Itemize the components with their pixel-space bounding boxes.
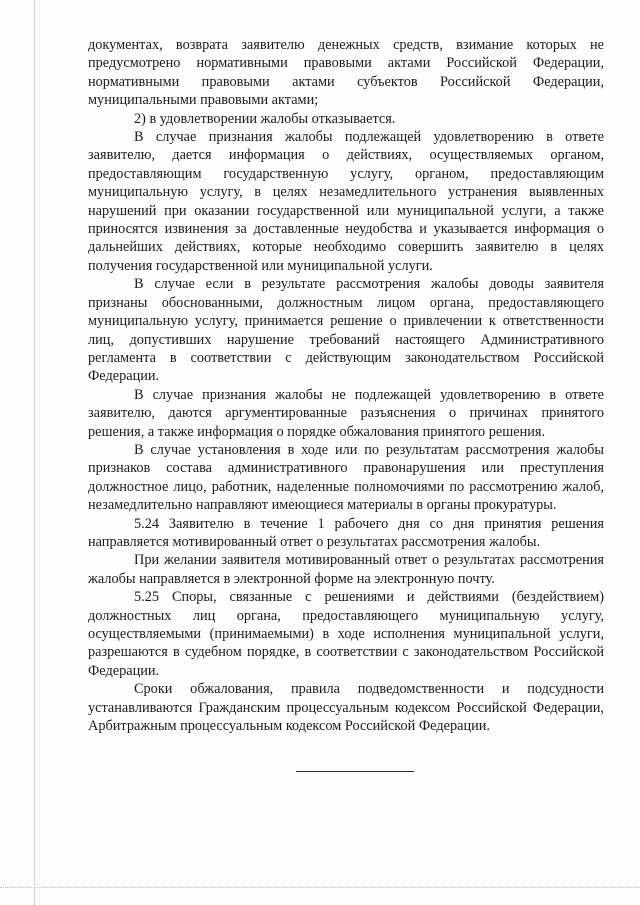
scan-bottom-edge — [0, 887, 640, 888]
paragraph-continuation: документах, возврата заявителю денежных средств, взимание которых не предусмотрено нормативными правовыми актами Российской Федерации, нормативными правовыми актами субъектов Российской Федерации, муниципальными правовыми актами; — [88, 37, 604, 109]
paragraph-appeal-terms: Сроки обжалования, правила подведомственности и подсудности устанавливаются Гражданским процессуальным кодексом Российской Федерации, Арбитражным процессуальным кодексом Российской Федерации. — [88, 681, 604, 735]
paragraph-complaint-rejected: В случае признания жалобы не подлежащей удовлетворению в ответе заявителю, даются аргументированные разъяснения о причинах принятого решения, а также информация о порядке обжалования принятого решения. — [88, 386, 604, 440]
paragraph-arguments-justified: В случае если в результате рассмотрения жалобы доводы заявителя признаны обоснованными, должностным лицом органа, предоставляющего муниципальную услугу, принимается решение о привлечении к ответственности лиц, допустивших нарушение требований настоящего Административного регламента в соответствии с действующим законодательством Российской Федерации. — [88, 276, 604, 385]
paragraph-item-2: 2) в удовлетворении жалобы отказывается. — [134, 110, 396, 127]
paragraph-violation-signs: В случае установления в ходе или по результатам рассмотрения жалобы признаков состава административного правонарушения или преступления должностное лицо, работник, наделенные полномочиями по рассмотрению жалоб, незамедлительно направляют имеющиеся материалы в органы прокуратуры. — [88, 441, 604, 514]
document-body — [88, 36, 604, 735]
paragraph-complaint-satisfied: В случае признания жалобы подлежащей удовлетворению в ответе заявителю, дается информация о действиях, осуществляемых органом, предоставляющим государственную услугу, органом, предоставляющим муниципальную услугу, в целях незамедлительного устранения выявленных нарушений при оказании государственной или муниципальной услуги, а также приносятся извинения за доставленные неудобства и указывается информация о дальнейших действиях, которые необходимо совершить заявителю в целях получения государственной или муниципальной услуги. — [88, 129, 604, 274]
scan-left-edge — [34, 0, 35, 905]
paragraph-5-25: 5.25 Споры, связанные с решениями и действиями (бездействием) должностных лиц органа, предоставляющего муниципальную услугу, осуществляемыми (принимаемыми) в ходе исполнения муниципальной услуги, разрешаются в судебном порядке, в соответствии с законодательством Российской Федерации. — [88, 589, 604, 679]
paragraph-5-24: 5.24 Заявителю в течение 1 рабочего дня со дня принятия решения направляется мотивированный ответ о результатах рассмотрения жалобы. — [88, 515, 604, 550]
paragraph-electronic-answer: При желании заявителя мотивированный ответ о результатах рассмотрения жалобы направляется в электронной форме на электронную почту. — [88, 552, 604, 587]
end-of-text-rule — [296, 771, 414, 772]
